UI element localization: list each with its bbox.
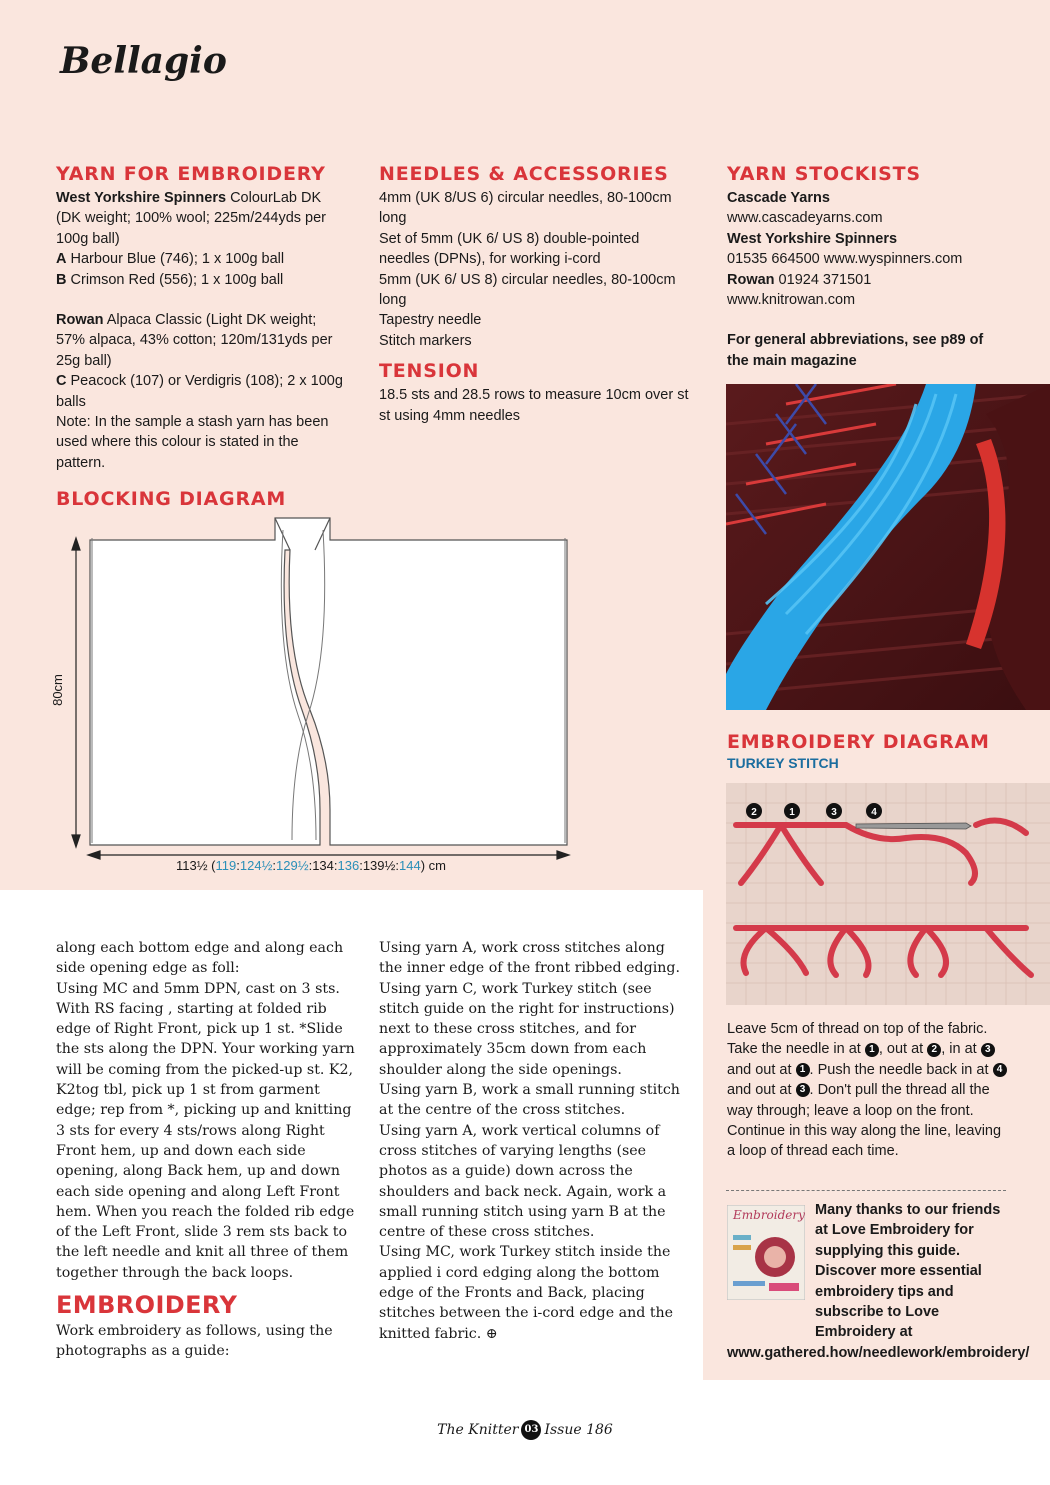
needle-item: 4mm (UK 8/US 6) circular needles, 80-100cm long bbox=[379, 190, 672, 227]
step-number: 3 bbox=[831, 807, 837, 818]
size-value: : bbox=[236, 858, 240, 873]
page-title: Bellagio bbox=[60, 40, 227, 82]
page-footer bbox=[0, 1420, 1050, 1440]
needles-section bbox=[379, 162, 689, 426]
size-value: 129½ bbox=[276, 858, 309, 873]
size-value: :139½: bbox=[359, 858, 399, 873]
yarn-b bbox=[56, 270, 346, 290]
instruction-segment: and out at bbox=[727, 1082, 796, 1099]
step-number-icon: 3 bbox=[796, 1083, 810, 1097]
cascade-name: Cascade Yarns bbox=[727, 190, 830, 206]
step-number-icon: 1 bbox=[865, 1043, 879, 1057]
embroidery-sample-photo bbox=[726, 384, 1050, 710]
embroidery-heading: EMBROIDERY bbox=[56, 1291, 238, 1320]
step-number-icon: 1 bbox=[796, 1063, 810, 1077]
footer-issue: Issue 186 bbox=[544, 1422, 613, 1438]
size-value: 144 bbox=[398, 858, 421, 873]
height-label: 80cm bbox=[50, 674, 65, 706]
pattern-text-col1: along each bottom edge and along each side opening edge as foll: Using MC and 5mm DPN, cast on 3 sts. With RS facing , starting at folded rib edge of Right Front, pick up 1 st. *Slide the sts along the DPN. Your working yarn will be coming from the picked-up st. K2, K2tog tbl, pick up 1 st from garment edge; rep from *, picking up and knitting 3 sts for every 4 sts/rows along Right Front hem, up and down each side opening, along Back hem, up and down each side opening and along Left Front hem. When you reach the folded rib edge of the Left Front, slide 3 rem sts back to the left needle and knit all three of them together through the back loops. bbox=[56, 940, 355, 1281]
cascade-url: www.cascadeyarns.com bbox=[727, 210, 883, 227]
body-column-2 bbox=[379, 938, 684, 1344]
needle-item: 5mm (UK 6/ US 8) circular needles, 80-100cm long bbox=[379, 271, 676, 309]
yarn-b-label: B bbox=[56, 271, 67, 288]
embroidery-intro: Work embroidery as follows, using the photographs as a guide: bbox=[56, 1323, 333, 1360]
turkey-stitch-instructions bbox=[727, 1019, 1007, 1162]
yarn-a-text: Harbour Blue (746); 1 x 100g ball bbox=[66, 251, 285, 268]
needle-icon bbox=[856, 823, 971, 829]
thanks-box bbox=[727, 1200, 1030, 1363]
instruction-segment: . Don't pull the thread all the way through; leave a loop on the front. Continue in this way along the line, leaving a loop of thread each time. bbox=[727, 1082, 1002, 1160]
rowan-stockist-name: Rowan bbox=[727, 271, 775, 288]
instruction-segment: Leave 5cm of thread on top of the fabric. Take the needle in at bbox=[727, 1021, 988, 1058]
step-number-icon: 4 bbox=[993, 1063, 1007, 1077]
yarn-for-embroidery-section bbox=[56, 162, 346, 473]
magazine-title: Embroidery bbox=[733, 1208, 805, 1222]
width-last: ) cm bbox=[420, 858, 446, 873]
wys-contact: 01535 664500 www.wyspinners.com bbox=[727, 251, 963, 268]
rowan-yarn-name: Alpaca Classic (Light DK weight; 57% alpaca, 43% cotton; 120m/131yds per 25g ball) bbox=[56, 312, 333, 369]
turkey-stitch-diagram bbox=[726, 783, 1050, 1005]
abbreviations-note: For general abbreviations, see p89 of the main magazine bbox=[727, 332, 984, 369]
yarn-c-label: C bbox=[56, 373, 67, 390]
width-first: 113½ ( bbox=[176, 858, 216, 873]
turkey-stitch-subheading: TURKEY STITCH bbox=[727, 755, 839, 771]
instruction-segment: , in at bbox=[941, 1041, 981, 1058]
yarn-a-label: A bbox=[56, 251, 67, 268]
tension-text: 18.5 sts and 28.5 rows to measure 10cm over st st using 4mm needles bbox=[379, 387, 689, 424]
rowan-brand: Rowan bbox=[56, 312, 104, 329]
size-value: 124½ bbox=[239, 858, 273, 873]
thanks-text: Many thanks to our friends at Love Embroidery for supplying this guide. Discover more essential embroidery tips and subscribe to Love Embroidery at bbox=[815, 1202, 1001, 1341]
needle-item: Stitch markers bbox=[379, 332, 472, 349]
step-number: 1 bbox=[789, 807, 795, 818]
size-value: : bbox=[272, 858, 277, 873]
yarn-a bbox=[56, 249, 346, 269]
size-value: 136 bbox=[337, 858, 360, 873]
needle-item: Set of 5mm (UK 6/ US 8) double-pointed needles (DPNs), for working i-cord bbox=[379, 230, 640, 268]
rowan-phone: 01924 371501 bbox=[774, 271, 872, 288]
blocking-diagram-heading: BLOCKING DIAGRAM bbox=[56, 488, 287, 510]
instruction-segment: . Push the needle back in at bbox=[809, 1061, 993, 1078]
size-value: :134: bbox=[308, 858, 338, 873]
wys-yarn-desc: (DK weight; 100% wool; 225m/244yds per 100g ball) bbox=[56, 210, 327, 247]
yarn-note: Note: In the sample a stash yarn has been used where this colour is stated in the pattern. bbox=[56, 414, 329, 471]
rowan-yarn bbox=[56, 310, 346, 371]
needles-heading: NEEDLES & ACCESSORIES bbox=[379, 163, 669, 185]
width-sizes bbox=[216, 858, 421, 873]
step-number-icon: 3 bbox=[981, 1043, 995, 1057]
step-number: 2 bbox=[751, 807, 757, 818]
thanks-url[interactable]: www.gathered.how/needlework/embroidery/ bbox=[727, 1344, 1030, 1361]
yarn-c bbox=[56, 371, 346, 412]
width-label bbox=[176, 858, 446, 873]
wys-brand: West Yorkshire Spinners bbox=[56, 190, 227, 206]
rowan-url: www.knitrowan.com bbox=[727, 292, 856, 309]
needle-item: Tapestry needle bbox=[379, 312, 482, 329]
yarn-embroidery-heading: YARN FOR EMBROIDERY bbox=[56, 163, 326, 185]
step-number: 4 bbox=[871, 807, 877, 818]
instruction-text bbox=[727, 1019, 1007, 1162]
divider bbox=[726, 1190, 1006, 1191]
pattern-text-col2: Using yarn A, work cross stitches along the inner edge of the front ribbed edging. Using yarn C, work Turkey stitch (see stitch guide on the right for instructions) next to these cross stitches, and for approximately 35cm down from each shoulder along the side openings. Using yarn B, work a small running stitch at the centre of the cross stitches. Using yarn A, work vertical columns of cross stitches of varying lengths (see photos as a guide) down across the shoulders and back neck. Again, work a small running stitch using yarn B at the centre of these cross stitches. Using MC, work Turkey stitch inside the applied i cord edging along the bottom edge of the Fronts and Back, placing stitches between the i-cord edge and the knitted fabric. bbox=[379, 940, 680, 1342]
footer-magazine: The Knitter bbox=[437, 1422, 519, 1438]
page-number: 03 bbox=[521, 1420, 541, 1440]
end-mark-icon: ⊕ bbox=[485, 1325, 498, 1342]
garment-outline bbox=[90, 518, 567, 845]
stockists-heading: YARN STOCKISTS bbox=[727, 163, 921, 185]
size-value: 119 bbox=[215, 858, 237, 873]
body-column-1 bbox=[56, 938, 356, 1362]
yarn-b-text: Crimson Red (556); 1 x 100g ball bbox=[66, 271, 284, 288]
yarn-c-text: Peacock (107) or Verdigris (108); 2 x 100g balls bbox=[56, 373, 343, 410]
blocking-diagram bbox=[40, 510, 620, 880]
wys-stockist-name: West Yorkshire Spinners bbox=[727, 230, 898, 247]
tension-heading: TENSION bbox=[379, 360, 480, 383]
wys-yarn-name: ColourLab DK bbox=[226, 190, 322, 206]
wys-yarn bbox=[56, 188, 346, 208]
step-number-icon: 2 bbox=[927, 1043, 941, 1057]
instruction-segment: and out at bbox=[727, 1061, 796, 1078]
stockists-section bbox=[727, 162, 1027, 371]
embroidery-diagram-heading: EMBROIDERY DIAGRAM bbox=[727, 731, 990, 753]
instruction-segment: , out at bbox=[878, 1041, 928, 1058]
